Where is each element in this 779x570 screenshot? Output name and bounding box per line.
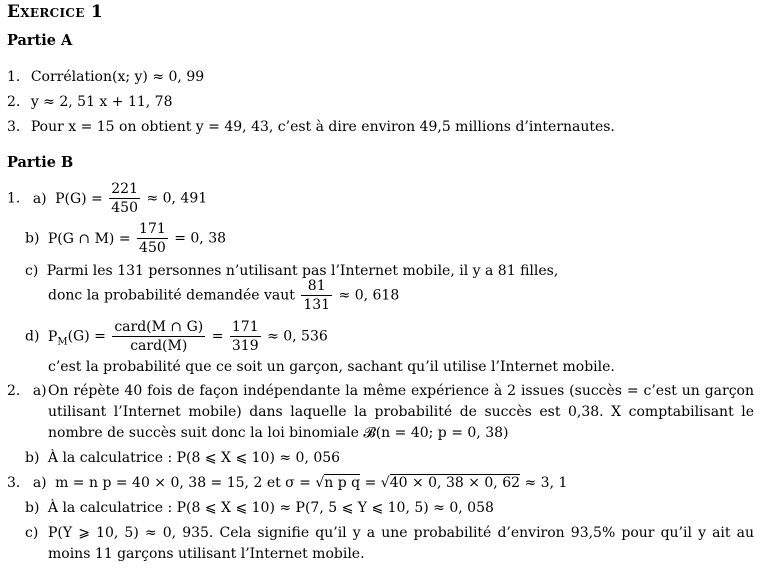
sub-label: a) [32,475,47,491]
sub-label: b) [25,230,40,247]
q3-c [25,523,38,544]
question-number: 1. [7,190,21,207]
expr-rhs: ≈ 0, 491 [146,190,208,207]
q3-c-text: P(Y ⩾ 10, 5) ≈ 0, 935. Cela signifie qu’il y a une probabilité d’environ 93,5% pour qu’il y ait au moins 11 garçons utilisant l’Internet mobile. [48,525,754,562]
sub-label: c) [25,525,39,541]
q1-d-line2: c’est la probabilité que ce soit un garçon, sachant qu’il utilise l’Internet mobile. [48,359,615,375]
part-a-heading: Partie A [7,32,73,49]
q1-d: d) $P_M(G)$ = $\frac{\text{card(M ∩ G)}}{\text{card(M)}}$ = $\frac{171}{319}$ ≈ 0, 536 [25,319,328,354]
q2-a [7,381,47,402]
expr-rhs: ≈ 0, 618 [338,287,400,304]
fraction [301,278,332,313]
question-number: 2. [7,383,21,399]
part-a-item-1 [7,66,204,88]
paragraph-text: Parmi les 131 personnes n’utilisant pas l’Internet mobile, il y a 81 filles, [46,263,559,279]
expr-part: ≈ 3, 1 [524,475,568,491]
denominator: 319 [231,338,259,354]
expr-part: m = n p = 40 × 0, 38 = 15, 2 et σ = [55,475,311,491]
q2-b [25,447,340,469]
sub-label: d) [25,328,40,345]
numerator: 81 [301,278,332,296]
numerator: card(M ∩ G) [114,319,204,335]
q3-a: 3. a) m = n p = 40 × 0, 38 = 15, 2 et σ = √n p q = √40 × 0, 38 × 0, 62 ≈ 3, 1 [7,475,568,491]
expr-rhs: = 0, 38 [174,230,227,247]
q1-b [25,221,226,256]
numerator: 171 [231,319,259,335]
part-a-item-3 [7,116,615,138]
expr-lhs: P(G ∩ M) = [47,230,131,247]
expr-part: = [364,475,377,491]
sub-label: a) [32,190,47,207]
item-text: y ≈ 2, 51 x + 11, 78 [30,94,173,110]
item-text: Pour x = 15 on obtient y = 49, 43, c’est à dire environ 49,5 millions d’internautes. [30,119,615,135]
denominator: 450 [139,240,166,256]
fraction [137,221,168,256]
expr-rhs: ≈ 0, 536 [267,328,328,345]
item-text: Corrélation(x; y) ≈ 0, 99 [30,69,205,85]
part-a-item-2 [7,91,172,113]
sub-label: c) [25,263,39,279]
q2-a-text: On répète 40 fois de façon indépendante la même expérience à 2 issues (succès = c’est un garçon utilisant l’Internet mobile) dans laquelle la probabilité de succès est 0,38. X comptabilisant le nombre de succès suit donc la loi binomiale 𝓑(n = 40; p = 0, 38) [48,383,754,441]
expr-lhs: P [47,328,58,345]
sub-label: a) [32,383,47,399]
paragraph-text: À la calculatrice : P(8 ⩽ X ⩽ 10) ≈ P(7, 5 ⩽ Y ⩽ 10, 5) ≈ 0, 058 [47,500,494,516]
fraction [109,181,140,216]
question-number: 3. [7,475,21,491]
sub-label: b) [25,500,40,516]
expr-lhs-rest: (G) = [67,328,106,345]
q3-b [25,497,494,519]
sqrt-content: n p q [324,475,361,491]
q1-a [7,181,207,216]
sub-label: b) [25,450,40,466]
numerator: 171 [139,221,166,237]
numerator: 221 [111,181,138,197]
part-b-heading: Partie B [7,154,74,171]
item-number: 1. [7,69,21,85]
q1-c-line2 [48,278,399,313]
item-number: 2. [7,94,21,110]
fraction [230,319,261,354]
sqrt-content: 40 × 0, 38 × 0, 62 [389,475,521,491]
denominator: 450 [111,200,138,216]
denominator: card(M) [130,338,188,354]
paragraph-text: À la calculatrice : P(8 ⩽ X ⩽ 10) ≈ 0, 056 [47,450,341,466]
paragraph-text: donc la probabilité demandée vaut [48,287,295,304]
exercise-title: Exercice 1 [7,2,103,22]
expr-lhs: P(G) = [55,190,103,207]
fraction [112,319,205,354]
denominator: 131 [303,297,331,313]
subscript: M [57,336,68,348]
item-number: 3. [7,119,21,135]
